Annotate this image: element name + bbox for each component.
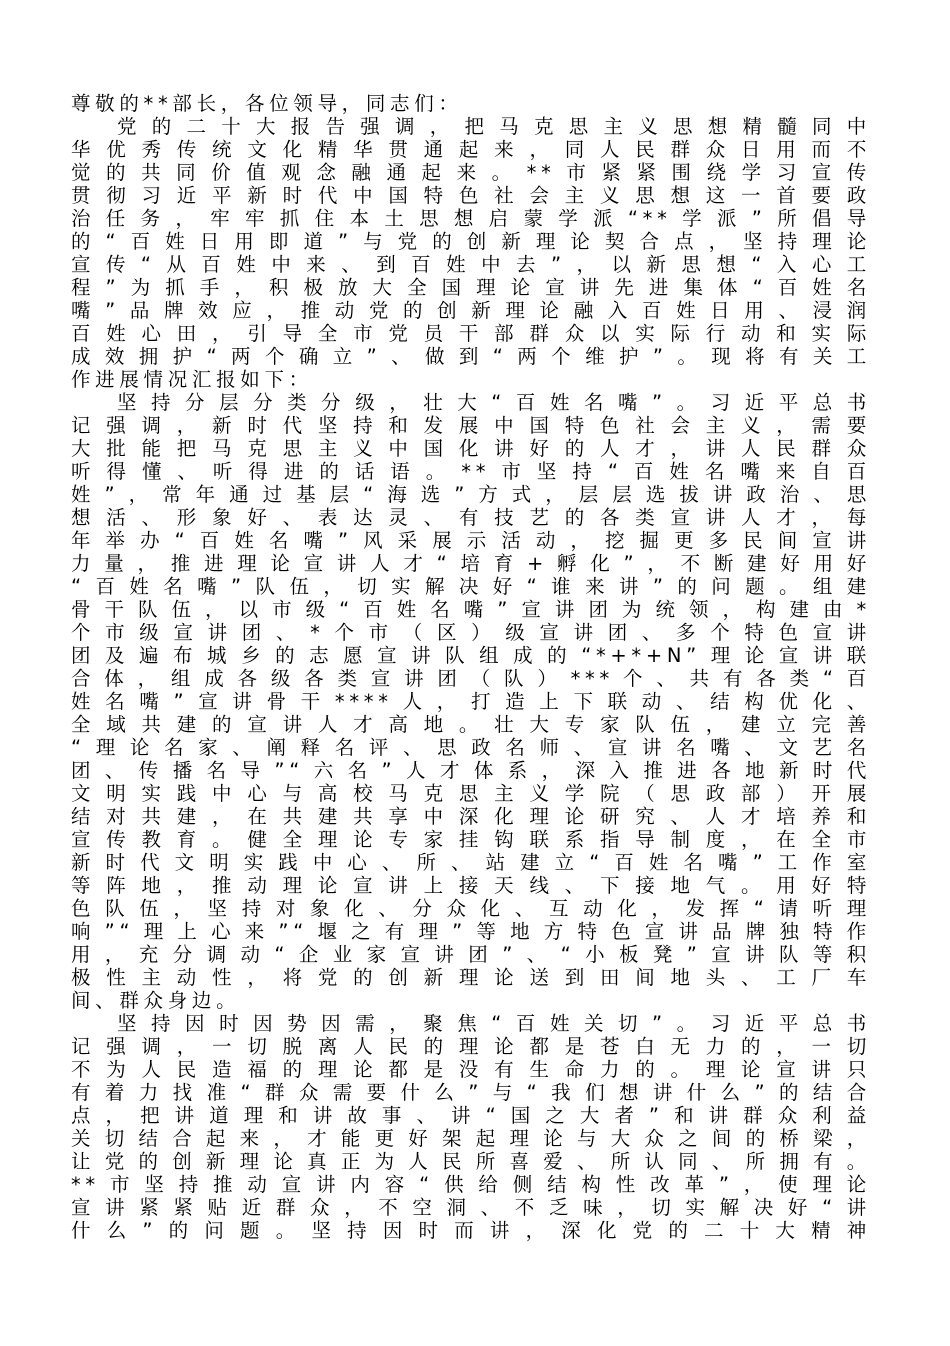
document-page xyxy=(71,92,871,1242)
paragraph-line: 的“百姓日用即道”与党的创新理论契合点，坚持理论 xyxy=(71,230,871,253)
paragraph-line: 用，充分调动“企业家宣讲团”、“小板凳”宣讲队等积 xyxy=(71,943,871,966)
paragraph-line: 党的二十大报告强调，把马克思主义思想精髓同中 xyxy=(117,115,871,138)
paragraph-line: 什么”的问题。坚持因时而讲，深化党的二十大精神 xyxy=(71,1219,871,1242)
paragraph-line: 极性主动性，将党的创新理论送到田间地头、工厂车 xyxy=(71,966,871,989)
paragraph-line: 间、群众身边。 xyxy=(71,989,241,1012)
paragraph-line: 个市级宣讲团、*个市（区）级宣讲团、多个特色宣讲 xyxy=(71,621,871,644)
paragraph-line: 坚持因时因势因需，聚焦“百姓关切”。习近平总书 xyxy=(117,1012,871,1035)
paragraph-line: 坚持分层分类分级，壮大“百姓名嘴”。习近平总书 xyxy=(117,391,871,414)
greeting-line: 尊敬的**部长，各位领导，同志们： xyxy=(71,92,463,115)
paragraph-line: 治任务，牢牢抓住本土思想启蒙学派“**学派”所倡导 xyxy=(71,207,871,230)
paragraph-baixing-guanqie xyxy=(71,1012,871,1242)
paragraph-line: 觉的共同价值观念融通起来。**市紧紧围绕学习宣传 xyxy=(71,161,871,184)
paragraph-line: 记强调，一切脱离人民的理论都是苍白无力的，一切 xyxy=(71,1035,871,1058)
paragraph-line: 嘴”品牌效应，推动党的创新理论融入百姓日用、浸润 xyxy=(71,299,871,322)
paragraph-line: 作进展情况汇报如下： xyxy=(71,368,313,391)
paragraph-line: 关切结合起来，才能更好架起理论与大众之间的桥梁， xyxy=(71,1127,871,1150)
paragraph-line: 全域共建的宣讲人才高地。壮大专家队伍，建立完善 xyxy=(71,713,871,736)
paragraph-line: 宣传“从百姓中来、到百姓中去”，以新思想“入心工 xyxy=(71,253,871,276)
paragraph-line: 新时代文明实践中心、所、站建立“百姓名嘴”工作室 xyxy=(71,851,871,874)
paragraph-line: 团及遍布城乡的志愿宣讲队组成的“*+*+N”理论宣讲联 xyxy=(71,644,871,667)
paragraph-line: 宣讲紧紧贴近群众，不空洞、不乏味，切实解决好“讲 xyxy=(71,1196,871,1219)
paragraph-line: 色队伍，坚持对象化、分众化、互动化，发挥“请听理 xyxy=(71,897,871,920)
paragraph-line: 年举办“百姓名嘴”风采展示活动，挖掘更多民间宣讲 xyxy=(71,529,871,552)
paragraph-line: 记强调，新时代坚持和发展中国特色社会主义，需要 xyxy=(71,414,871,437)
paragraph-line: 团、传播名导”“六名”人才体系，深入推进各地新时代 xyxy=(71,759,871,782)
paragraph-line: 不为人民造福的理论都是没有生命力的。理论宣讲只 xyxy=(71,1058,871,1081)
paragraph-line: 宣传教育。健全理论专家挂钩联系指导制度，在全市 xyxy=(71,828,871,851)
paragraph-line: 贯彻习近平新时代中国特色社会主义思想这一首要政 xyxy=(71,184,871,207)
paragraph-line: 想活、形象好、表达灵、有技艺的各类宣讲人才，每 xyxy=(71,506,871,529)
paragraph-line: 成效拥护“两个确立”、做到“两个维护”。现将有关工 xyxy=(71,345,871,368)
paragraph-line: 合体，组成各级各类宣讲团（队）***个、共有各类“百 xyxy=(71,667,871,690)
paragraph-line: 程”为抓手，积极放大全国理论宣讲先进集体“百姓名 xyxy=(71,276,871,299)
paragraph-intro xyxy=(71,115,871,391)
paragraph-line: 结对共建，在共建共享中深化理论研究、人才培养和 xyxy=(71,805,871,828)
paragraph-line: 让党的创新理论真正为人民所喜爱、所认同、所拥有。 xyxy=(71,1150,871,1173)
paragraph-line: 文明实践中心与高校马克思主义学院（思政部）开展 xyxy=(71,782,871,805)
paragraph-line: 大批能把马克思主义中国化讲好的人才，讲人民群众 xyxy=(71,437,871,460)
paragraph-line: 有着力找准“群众需要什么”与“我们想讲什么”的结合 xyxy=(71,1081,871,1104)
paragraph-line: 骨干队伍，以市级“百姓名嘴”宣讲团为统领，构建由* xyxy=(71,598,871,621)
paragraph-line: 点，把讲道理和讲故事、讲“国之大者”和讲群众利益 xyxy=(71,1104,871,1127)
paragraph-line: “理论名家、阐释名评、思政名师、宣讲名嘴、文艺名 xyxy=(71,736,871,759)
paragraph-line: 百姓心田，引导全市党员干部群众以实际行动和实际 xyxy=(71,322,871,345)
paragraph-line: 力量，推进理论宣讲人才“培育+孵化”，不断建好用好 xyxy=(71,552,871,575)
paragraph-line: 华优秀传统文化精华贯通起来，同人民群众日用而不 xyxy=(71,138,871,161)
paragraph-line: 姓名嘴”宣讲骨干****人，打造上下联动、结构优化、 xyxy=(71,690,871,713)
paragraph-line: “百姓名嘴”队伍，切实解决好“谁来讲”的问题。组建 xyxy=(71,575,871,598)
paragraph-line: **市坚持推动宣讲内容“供给侧结构性改革”，使理论 xyxy=(71,1173,871,1196)
paragraph-line: 听得懂、听得进的话语。**市坚持“百姓名嘴来自百 xyxy=(71,460,871,483)
paragraph-line: 姓”，常年通过基层“海选”方式，层层选拔讲政治、思 xyxy=(71,483,871,506)
paragraph-baixing-mingzui xyxy=(71,391,871,1012)
paragraph-line: 响”“理上心来”“堰之有理”等地方特色宣讲品牌独特作 xyxy=(71,920,871,943)
paragraph-line: 等阵地，推动理论宣讲上接天线、下接地气。用好特 xyxy=(71,874,871,897)
